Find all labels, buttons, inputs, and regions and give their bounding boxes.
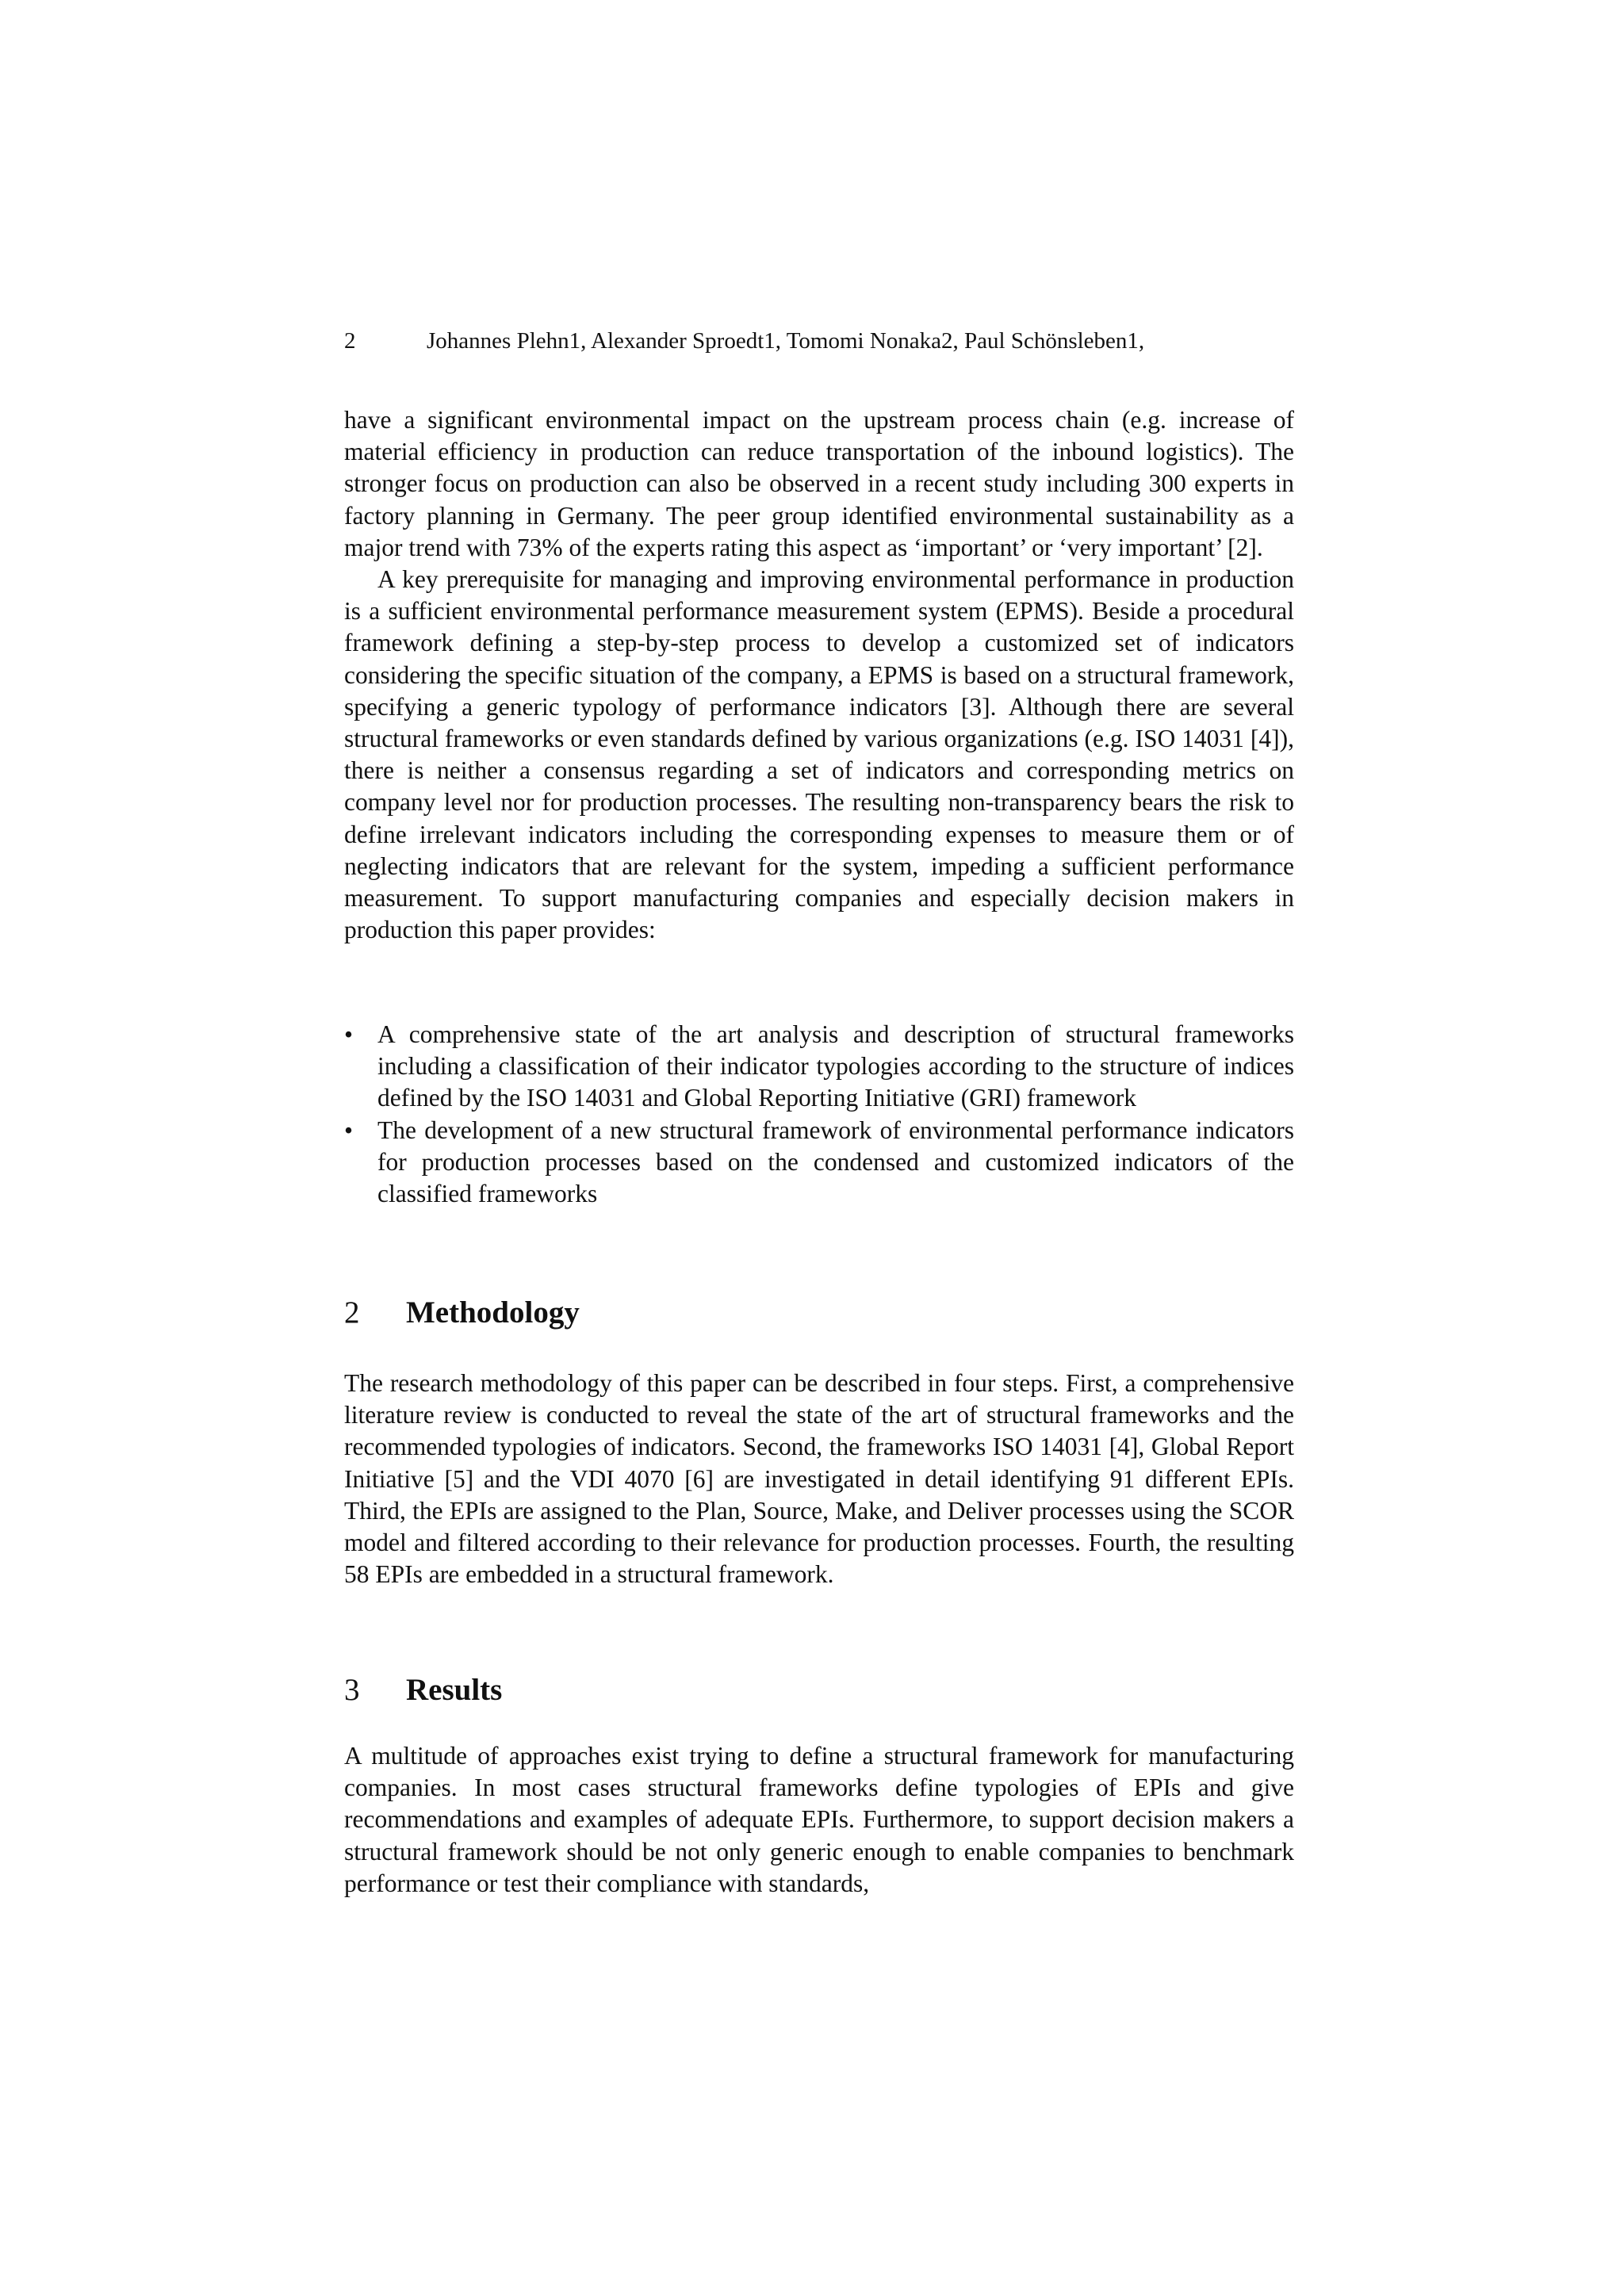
list-item — [344, 1019, 1294, 1115]
author-list: Johannes Plehn1, Alexander Sproedt1, Tomomi Nonaka2, Paul Schönsleben1, — [427, 328, 1145, 354]
section-title: Results — [406, 1673, 503, 1707]
intro-paragraph-2: A key prerequisite for managing and improving environmental performance in production is a sufficient environmental performance measurement system (EPMS). Beside a procedural framework defining a step-by-step process to develop a customized set of indicators considering the specific situation of the company, a EPMS is based on a structural framework, specifying a generic typology of performance indicators [3]. Although there are several structural frameworks or even standards defined by various organizations (e.g. ISO 14031 [4]), there is neither a consensus regarding a set of indicators and corresponding metrics on company level nor for production processes. The resulting non-transparency bears the risk to define irrelevant indicators including the corresponding expenses to measure them or of neglecting indicators that are relevant for the system, impeding a sufficient performance measurement. To support manufacturing companies and especially decision makers in production this paper provides: — [344, 565, 1294, 944]
page-number: 2 — [344, 328, 356, 354]
bullet-icon: • — [344, 1020, 354, 1048]
section-title: Methodology — [406, 1295, 580, 1330]
section-number: 2 — [344, 1295, 360, 1330]
contribution-list — [344, 1019, 1294, 1210]
list-item-text: A comprehensive state of the art analysis and description of structural frameworks including a classification of their indicator typologies according to the structure of indices defined by the ISO 14031 and Global Reporting Initiative (GRI) framework — [377, 1020, 1294, 1112]
list-item-text: The development of a new structural framework of environmental performance indicators for production processes based on the condensed and customized indicators of the classified frameworks — [377, 1115, 1294, 1208]
methodology-section — [344, 1368, 1294, 1590]
methodology-paragraph: The research methodology of this paper can be described in four steps. First, a comprehensive literature review is conducted to reveal the state of the art of structural frameworks and the recommended typologies of indicators. Second, the frameworks ISO 14031 [4], Global Report Initiative [5] and the VDI 4070 [6] are investigated in detail identifying 91 different EPIs. Third, the EPIs are assigned to the Plan, Source, Make, and Deliver processes using the SCOR model and filtered according to their relevance for production processes. Fourth, the resulting 58 EPIs are embedded in a structural framework. — [344, 1369, 1294, 1589]
results-section — [344, 1740, 1294, 1900]
intro-paragraph-1: have a significant environmental impact on the upstream process chain (e.g. increase of material efficiency in production can reduce transportation of the inbound logistics). The stronger focus on production can also be observed in a recent study including 300 experts in factory planning in Germany. The peer group identified environmental sustainability as a major trend with 73% of the experts rating this aspect as ‘important’ or ‘very important’ [2]. — [344, 406, 1294, 561]
results-paragraph: A multitude of approaches exist trying to define a structural framework for manufacturing companies. In most cases structural frameworks define typologies of EPIs and give recommendations and examples of adequate EPIs. Furthermore, to support decision makers a structural framework should be not only generic enough to enable companies to benchmark performance or test their compliance with standards, — [344, 1742, 1294, 1897]
bullet-icon: • — [344, 1115, 354, 1144]
list-item — [344, 1115, 1294, 1211]
intro-section — [344, 404, 1294, 946]
section-number: 3 — [344, 1673, 360, 1707]
